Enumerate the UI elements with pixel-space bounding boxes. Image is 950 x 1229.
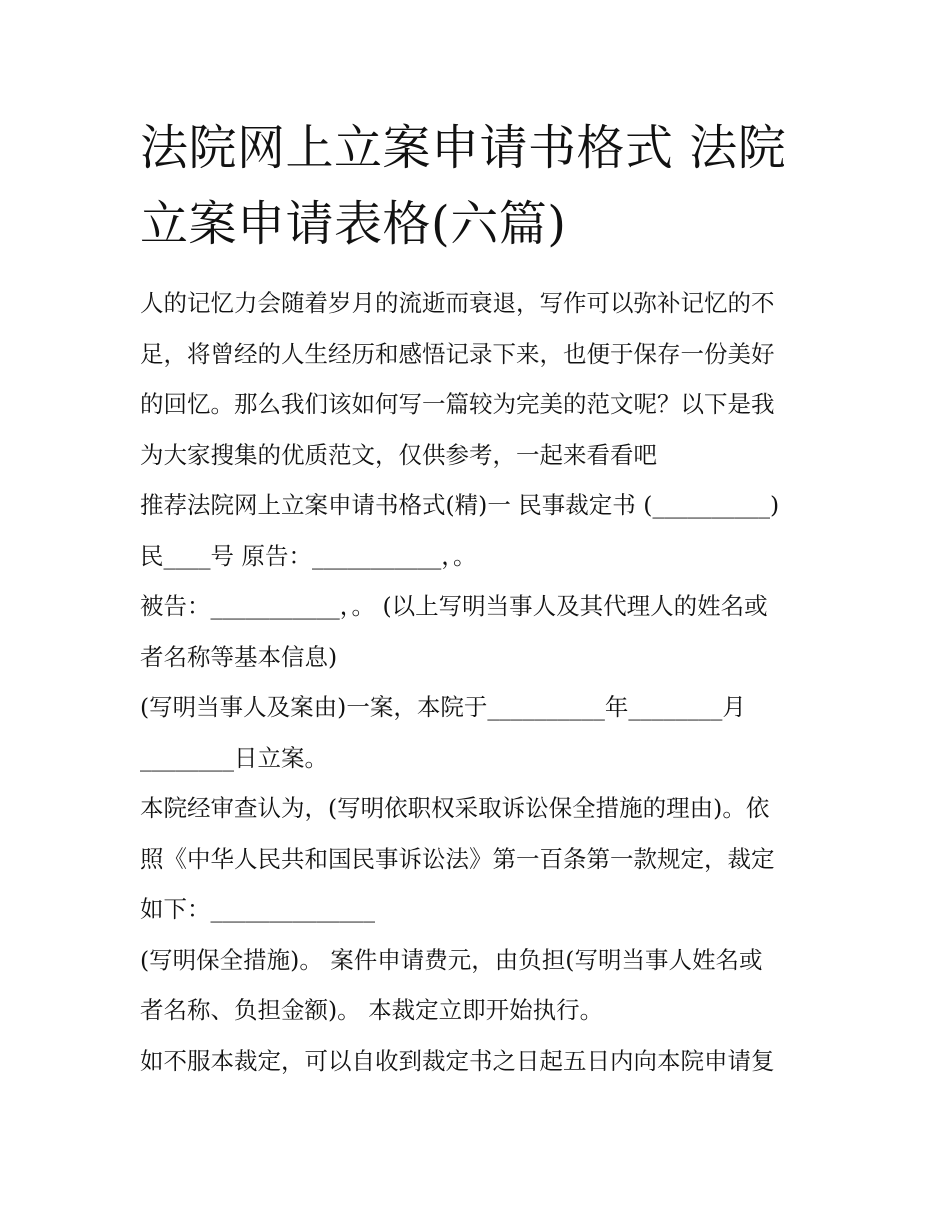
body-line: 民____号 原告：___________，。 <box>140 541 477 570</box>
title-line: 立案申请表格(六篇) <box>140 196 567 252</box>
body-line: 本院经审查认为，(写明依职权采取诉讼保全措施的理由)。依 <box>140 794 770 822</box>
title-line: 法院网上立案申请书格式 法院 <box>140 120 787 176</box>
body-line: 的回忆。那么我们该如何写一篇较为完美的范文呢？以下是我 <box>140 390 775 418</box>
body-line: 如不服本裁定，可以自收到裁定书之日起五日内向本院申请复 <box>140 1046 775 1075</box>
document-title <box>140 110 830 262</box>
body-line: 照《中华人民共和国民事诉讼法》第一百条第一款规定，裁定 <box>140 844 775 873</box>
body-line: 者名称、负担金额)。 本裁定立即开始执行。 <box>140 996 604 1024</box>
body-line: 推荐法院网上立案申请书格式(精)一 民事裁定书 (__________) <box>140 491 780 519</box>
body-line: (写明当事人及案由)一案，本院于__________年________月 <box>140 693 746 721</box>
document-body <box>140 278 820 1086</box>
body-line: ________日立案。 <box>140 743 328 772</box>
body-line: (写明保全措施)。 案件申请费元，由负担(写明当事人姓名或 <box>140 945 763 974</box>
body-line: 足，将曾经的人生经历和感悟记录下来，也便于保存一份美好 <box>140 339 775 368</box>
body-line: 为大家搜集的优质范文，仅供参考，一起来看看吧 <box>140 440 657 469</box>
body-line: 者名称等基本信息) <box>140 642 338 671</box>
body-line: 被告：___________，。 (以上写明当事人及其代理人的姓名或 <box>140 592 768 620</box>
body-line: 如下：______________ <box>140 895 375 923</box>
body-line: 人的记忆力会随着岁月的流逝而衰退，写作可以弥补记忆的不 <box>140 289 775 317</box>
